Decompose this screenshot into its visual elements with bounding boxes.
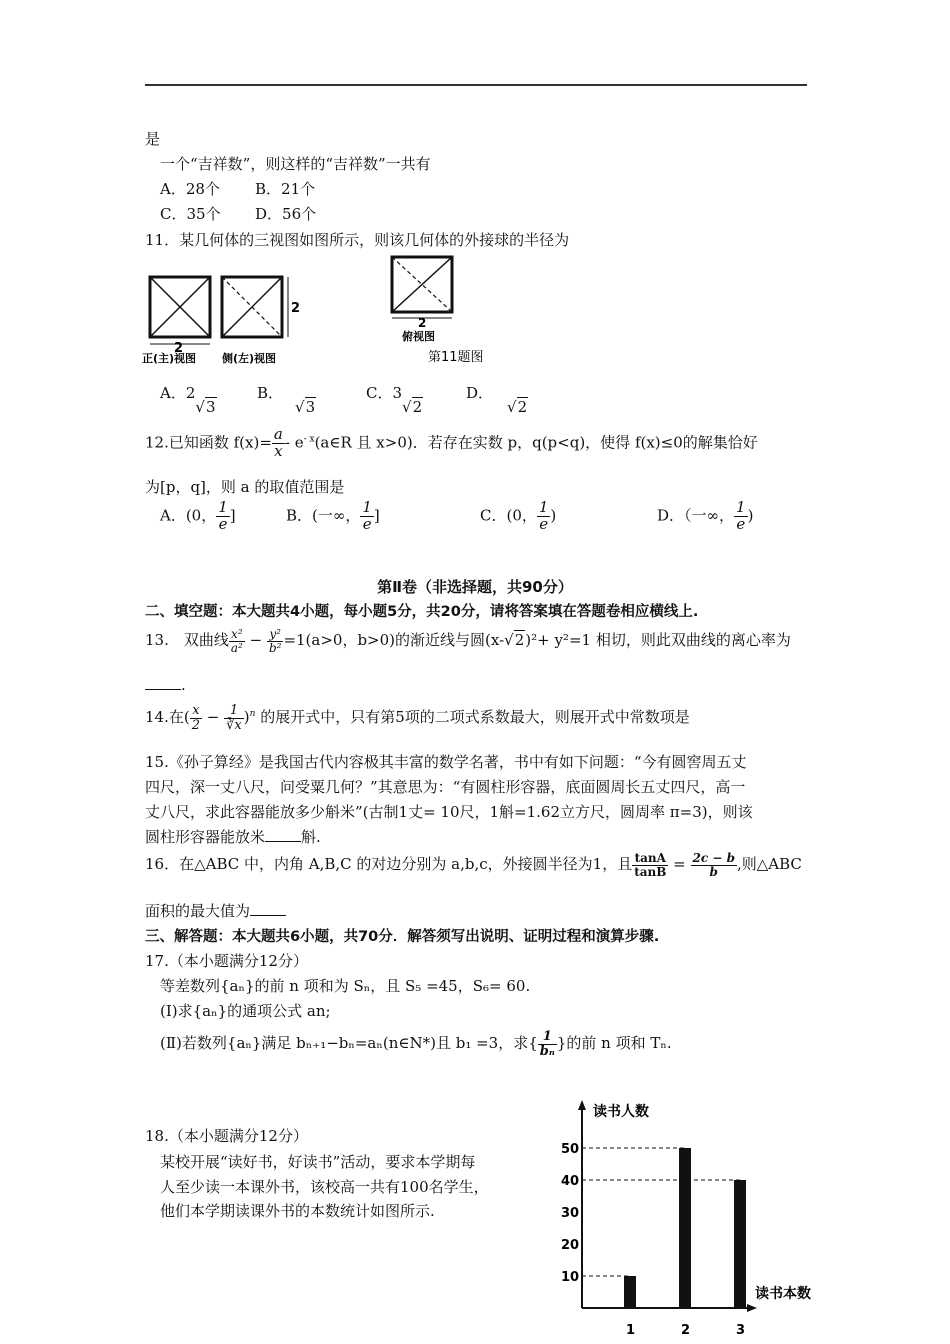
y-tick-label-50: 50 bbox=[561, 1142, 580, 1157]
side-view bbox=[222, 277, 282, 337]
q10-option-a: A．28个 bbox=[160, 180, 220, 198]
y-axis-title: 读书人数 bbox=[593, 1104, 649, 1120]
q17-line-2: (Ⅰ)求{aₙ}的通项公式 an; bbox=[160, 1002, 331, 1020]
front-view bbox=[150, 277, 210, 337]
q11-option-d: D．√2 bbox=[466, 384, 528, 416]
q12-option-b: B．(一∞， $\frac{1}{e}$ ] bbox=[286, 498, 380, 533]
part2-title: 第Ⅱ卷（非选择题，共90分） bbox=[377, 578, 573, 596]
q12-option-c: C．(0， $\frac{1}{e}$ ) bbox=[480, 498, 557, 533]
q12-option-d: D．（一∞， $\frac{1}{e}$ ) bbox=[657, 498, 754, 533]
q12-option-a: A．(0， $\frac{1}{e}$ ] bbox=[160, 498, 236, 533]
x-tick-label-2: 2 bbox=[681, 1323, 691, 1338]
q16-line-2: 面积的最大值为 bbox=[145, 900, 286, 921]
figure-caption: 第11题图 bbox=[428, 350, 484, 365]
bar-3 bbox=[734, 1180, 746, 1308]
q17-line-1: 等差数列{aₙ}的前 n 项和为 Sₙ，且 S₅ =45，S₆= 60. bbox=[160, 977, 531, 995]
q17-line-3: (Ⅱ)若数列{aₙ}满足 bₙ₊₁−bₙ=aₙ(n∈N*)且 b₁ =3，求{ $\frac{1}{\text{bₙ}}$ }的前 n 项和 Tₙ. bbox=[160, 1029, 672, 1059]
q11-option-b: B．√3 bbox=[257, 384, 316, 416]
top-width-label: 2 bbox=[418, 316, 427, 330]
q16-stem: 16．在△ABC 中，内角 A,B,C 的对边分别为 a,b,c，外接圆半径为1，且 $\frac{\tan A}{\tan B}$ = $\frac{2c - b}{b}$ ,则△ABC bbox=[145, 851, 802, 879]
three-view-figure bbox=[140, 252, 540, 367]
q12-stem: 12.已知函数 f(x)= $\frac{a}{x}$ - $e^{- x}(a\in R$ 且 x>0)．若存在实数 p，q(p<q)，使得 f(x)≤0的解集恰好 bbox=[145, 425, 758, 460]
q15-line-2: 四尺，深一丈八尺，问受粟几何？”其意思为：“有圆柱形容器，底面圆周长五丈四尺，高一 bbox=[145, 778, 746, 796]
side-view-label: 侧(左)视图 bbox=[222, 352, 277, 365]
bar-1 bbox=[624, 1276, 636, 1308]
front-view-label: 正(主)视图 bbox=[142, 352, 197, 365]
q18-line-1: 某校开展“读好书，好读书”活动，要求本学期每 bbox=[160, 1153, 476, 1171]
section3-heading: 三、解答题：本大题共6小题，共70分．解答须写出说明、证明过程和演算步骤. bbox=[145, 929, 660, 945]
q18-title: 18.（本小题满分12分） bbox=[145, 1127, 308, 1145]
q14-stem: 14.在( $\frac{x}{2}$ − $\frac{1}{∛x}$ )$^n$ 的展开式中，只有第5项的二项式系数最大，则展开式中常数项是 bbox=[145, 703, 690, 733]
q11-option-c: C．3√2 bbox=[366, 384, 423, 416]
q10-option-c: C．35个 bbox=[160, 205, 221, 223]
q15-line-3: 丈八尺，求此容器能放多少斛米”(古制1丈= 10尺，1斛=1.62立方尺，圆周率 π=3)，则该 bbox=[145, 803, 753, 821]
reading-bar-chart bbox=[555, 1098, 830, 1342]
q11-option-a: A．2√3 bbox=[160, 384, 216, 416]
y-tick-label-10: 10 bbox=[561, 1270, 580, 1285]
front-width-label: 2 bbox=[174, 341, 184, 356]
q17-title: 17.（本小题满分12分） bbox=[145, 952, 308, 970]
q13-answer-line: . bbox=[145, 676, 186, 694]
top-view-label: 俯视图 bbox=[402, 330, 435, 343]
side-height-label: 2 bbox=[291, 301, 301, 316]
q10-option-b: B．21个 bbox=[255, 180, 316, 198]
y-tick-label-40: 40 bbox=[561, 1174, 580, 1189]
x-tick-label-3: 3 bbox=[736, 1323, 746, 1338]
q11-stem: 11．某几何体的三视图如图所示，则该几何体的外接球的半径为 bbox=[145, 231, 570, 249]
q18-line-2: 人至少读一本课外书，该校高一共有100名学生， bbox=[160, 1178, 489, 1196]
q12-stem-2: 为[p，q]，则 a 的取值范围是 bbox=[145, 478, 345, 496]
y-axis-arrow bbox=[578, 1100, 586, 1110]
header-rule bbox=[145, 84, 807, 86]
q18-line-3: 他们本学期读课外书的本数统计如图所示. bbox=[160, 1202, 435, 1220]
x-axis-arrow bbox=[747, 1304, 757, 1312]
q10-option-d: D．56个 bbox=[255, 205, 317, 223]
q10-cont-1: 是 bbox=[145, 130, 161, 148]
q10-cont-2: 一个“吉祥数”，则这样的“吉祥数”一共有 bbox=[160, 155, 431, 173]
x-tick-label-1: 1 bbox=[626, 1323, 636, 1338]
q13-stem: 13. 双曲线 $\frac{\text{x²}}{\text{a²}}$ − $\frac{\text{y²}}{\text{b²}}$ =1(a>0，b>0)的渐近线与圆(x-√2)²+ y²=1 相切，则此双曲线的离心率为 bbox=[145, 627, 791, 655]
section2-heading: 二、填空题：本大题共4小题，每小题5分，共20分，请将答案填在答题卷相应横线上. bbox=[145, 604, 699, 620]
y-tick-label-30: 30 bbox=[561, 1206, 580, 1221]
bar-2 bbox=[679, 1148, 691, 1308]
q15-line-4: 圆柱形容器能放米 斛. bbox=[145, 828, 321, 846]
y-tick-label-20: 20 bbox=[561, 1238, 580, 1253]
top-view bbox=[392, 257, 452, 312]
x-axis-title: 读书本数 bbox=[755, 1286, 811, 1302]
q15-line-1: 15.《孙子算经》是我国古代内容极其丰富的数学名著，书中有如下问题：“今有圆窖周五丈 bbox=[145, 753, 747, 771]
